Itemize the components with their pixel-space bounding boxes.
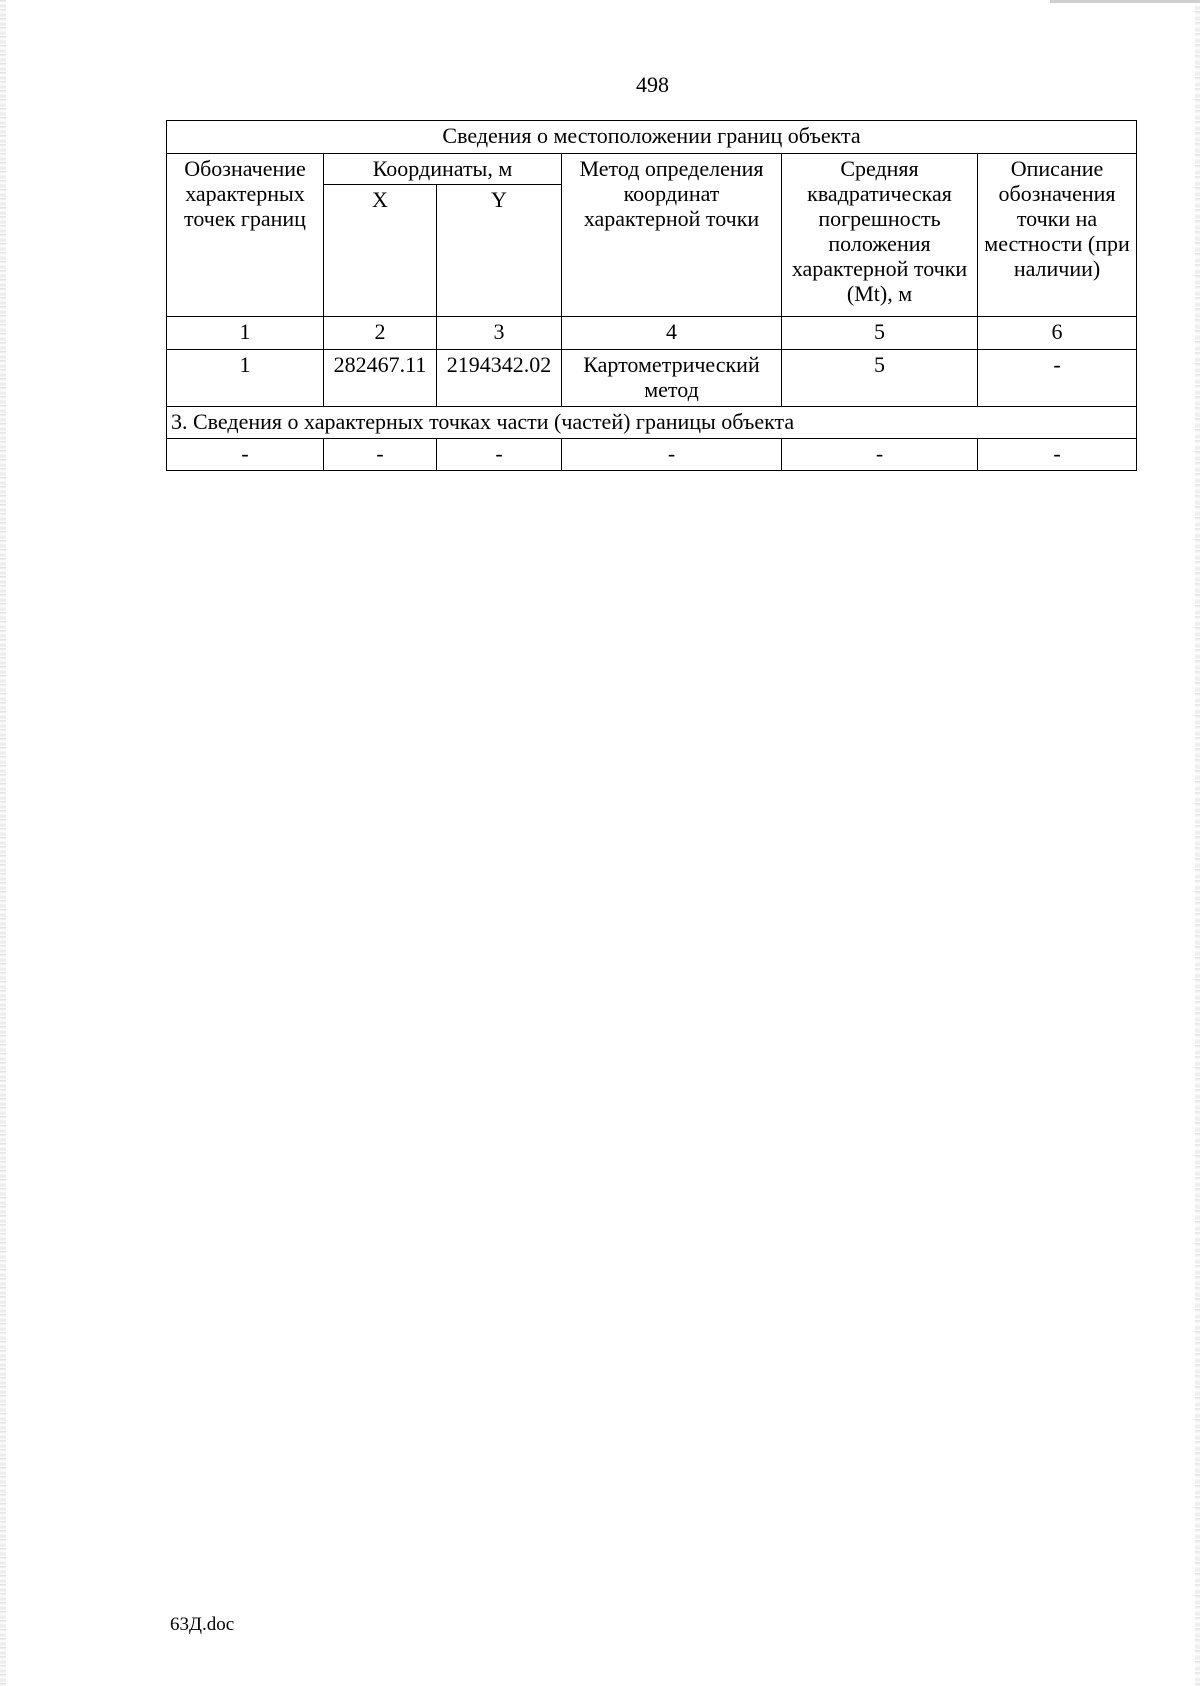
- section-title-row: [167, 407, 1137, 439]
- column-number: 6: [978, 317, 1137, 350]
- section-title: 3. Сведения о характерных точках части (частей) границы объекта: [167, 407, 1137, 439]
- header-x: X: [324, 185, 437, 317]
- table-title: Сведения о местоположении границ объекта: [167, 121, 1137, 154]
- cell-method: Картометрический метод: [562, 350, 782, 407]
- table-title-row: [167, 121, 1137, 154]
- cell-point: 1: [167, 350, 324, 407]
- empty-cell: -: [562, 439, 782, 471]
- table-row: [167, 439, 1137, 471]
- table-header-row: [167, 154, 1137, 185]
- header-point-designation: Обозначение характерных точек границ: [167, 154, 324, 317]
- scan-edge-right: [1195, 0, 1200, 1686]
- scan-edge-top: [1050, 0, 1200, 3]
- scan-edge-left: [0, 0, 6, 1686]
- footer-filename: 63Д.doc: [170, 1614, 235, 1635]
- header-description: Описание обозначения точки на местности (при наличии): [978, 154, 1137, 317]
- table-row: [167, 350, 1137, 407]
- cell-error: 5: [782, 350, 978, 407]
- empty-cell: -: [782, 439, 978, 471]
- empty-cell: -: [978, 439, 1137, 471]
- cell-description: -: [978, 350, 1137, 407]
- column-number: 1: [167, 317, 324, 350]
- header-y: Y: [437, 185, 562, 317]
- column-number: 5: [782, 317, 978, 350]
- column-number: 4: [562, 317, 782, 350]
- empty-cell: -: [167, 439, 324, 471]
- column-number: 2: [324, 317, 437, 350]
- header-coordinates: Координаты, м: [324, 154, 562, 185]
- column-number: 3: [437, 317, 562, 350]
- header-error: Средняя квадратическая погрешность положения характерной точки (Mt), м: [782, 154, 978, 317]
- page-number: 498: [636, 72, 669, 97]
- boundary-table: [166, 120, 1137, 471]
- column-number-row: [167, 317, 1137, 350]
- header-method: Метод определения координат характерной точки: [562, 154, 782, 317]
- empty-cell: -: [437, 439, 562, 471]
- cell-y: 2194342.02: [437, 350, 562, 407]
- empty-cell: -: [324, 439, 437, 471]
- cell-x: 282467.11: [324, 350, 437, 407]
